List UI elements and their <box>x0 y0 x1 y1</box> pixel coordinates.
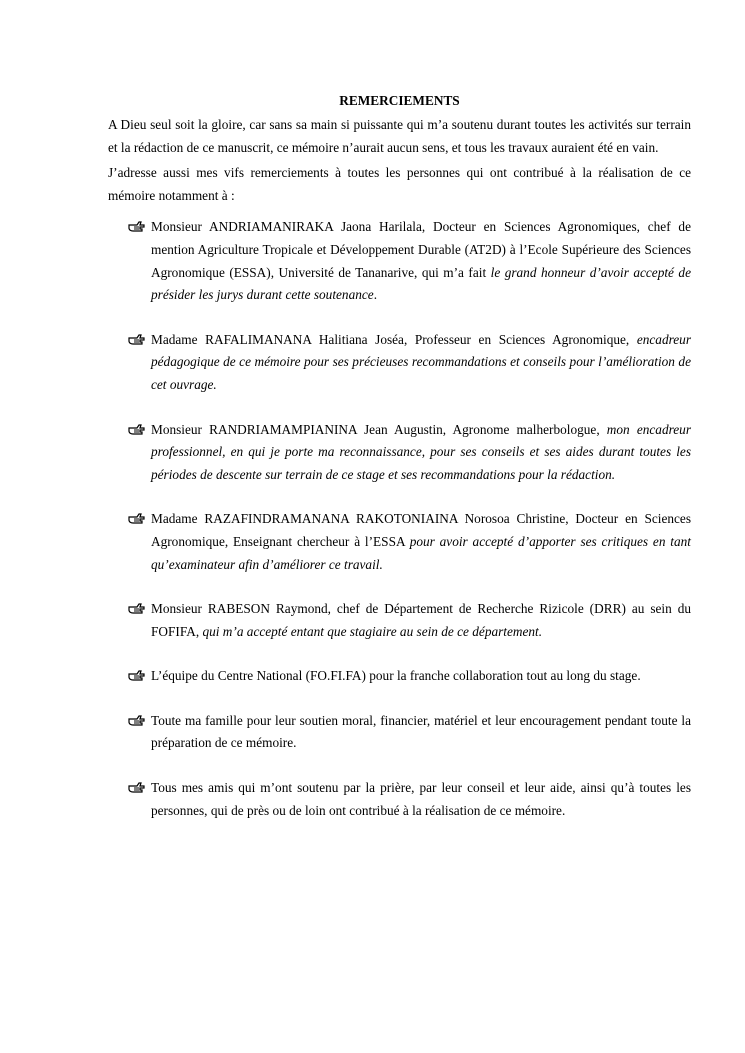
intro-paragraph-2: J’adresse aussi mes vifs remerciements à toutes les personnes qui ont contribué à la réalisation de ce mémoire notamment à : <box>108 165 691 203</box>
acknowledgement-list <box>108 216 691 822</box>
intro-paragraph-1: A Dieu seul soit la gloire, car sans sa main si puissante qui m’a soutenu durant toutes les activités sur terrain et la rédaction de ce manuscrit, ce mémoire n’aurait aucun sens, et tous les travaux auraient été en vain. <box>108 117 691 155</box>
list-item-text: Monsieur RABESON Raymond, chef de Département de Recherche Rizicole (DRR) au sein du FOFIFA, <box>151 601 691 639</box>
list-item <box>108 665 691 688</box>
list-item-text: Madame RAZAFINDRAMANANA RAKOTONIAINA Norosoa Christine, Docteur en Sciences Agronomique, Enseignant chercheur à l’ESSA <box>151 511 691 549</box>
hand-pointing-right-icon <box>128 781 145 795</box>
hand-pointing-right-icon <box>128 333 145 347</box>
hand-pointing-right-icon <box>128 512 145 526</box>
list-item-text: Monsieur RANDRIAMAMPIANINA Jean Augustin, Agronome malherbologue, <box>151 421 607 437</box>
list-item-italic: mon encadreur professionnel, en qui je porte ma reconnaissance, pour ses conseils et ses aides durant toutes les périodes de descente sur terrain de ce stage et ses recommandations pour la rédaction. <box>151 421 691 482</box>
list-item-italic: pour avoir accepté d’apporter ses critiques en tant qu’examinateur afin d’améliorer ce travail. <box>151 533 691 572</box>
list-item-text: Toute ma famille pour leur soutien moral, financier, matériel et leur encouragement pendant toute la préparation de ce mémoire. <box>151 712 691 751</box>
page-title: REMERCIEMENTS <box>339 93 460 108</box>
list-item-tail: . <box>373 287 378 303</box>
list-item <box>108 508 691 576</box>
hand-pointing-right-icon <box>128 669 145 683</box>
list-item-italic: encadreur pédagogique de ce mémoire pour ses précieuses recommandations et conseils pour l’amélioration de cet ouvrage. <box>151 331 691 392</box>
list-item <box>108 710 691 755</box>
list-item <box>108 419 691 487</box>
hand-pointing-right-icon <box>128 423 145 437</box>
hand-pointing-right-icon <box>128 602 145 616</box>
list-item-text: L’équipe du Centre National (FO.FI.FA) pour la franche collaboration tout au long du stage. <box>151 668 641 684</box>
list-item <box>108 598 691 643</box>
document-page <box>108 91 691 822</box>
list-item <box>108 329 691 397</box>
list-item-italic: qui m’a accepté entant que stagiaire au sein de ce département. <box>202 623 543 639</box>
list-item-text: Monsieur ANDRIAMANIRAKA Jaona Harilala, Docteur en Sciences Agronomiques, chef de mention Agriculture Tropicale et Développement Durable (AT2D) à l’Ecole Supérieure des Sciences Agronomique (ESSA), Université de Tananarive, qui m’a fait <box>151 219 691 280</box>
list-item <box>108 216 691 306</box>
hand-pointing-right-icon <box>128 220 145 234</box>
list-item-italic: le grand honneur d’avoir accepté de présider les jurys durant cette soutenance <box>151 264 691 303</box>
list-item <box>108 777 691 822</box>
list-item-text: Madame RAFALIMANANA Halitiana Joséa, Professeur en Sciences Agronomique, <box>151 331 637 347</box>
list-item-text: Tous mes amis qui m’ont soutenu par la prière, par leur conseil et leur aide, ainsi qu’à toutes les personnes, qui de près ou de loin ont contribué à la réalisation de ce mémoire. <box>151 780 691 818</box>
hand-pointing-right-icon <box>128 714 145 728</box>
